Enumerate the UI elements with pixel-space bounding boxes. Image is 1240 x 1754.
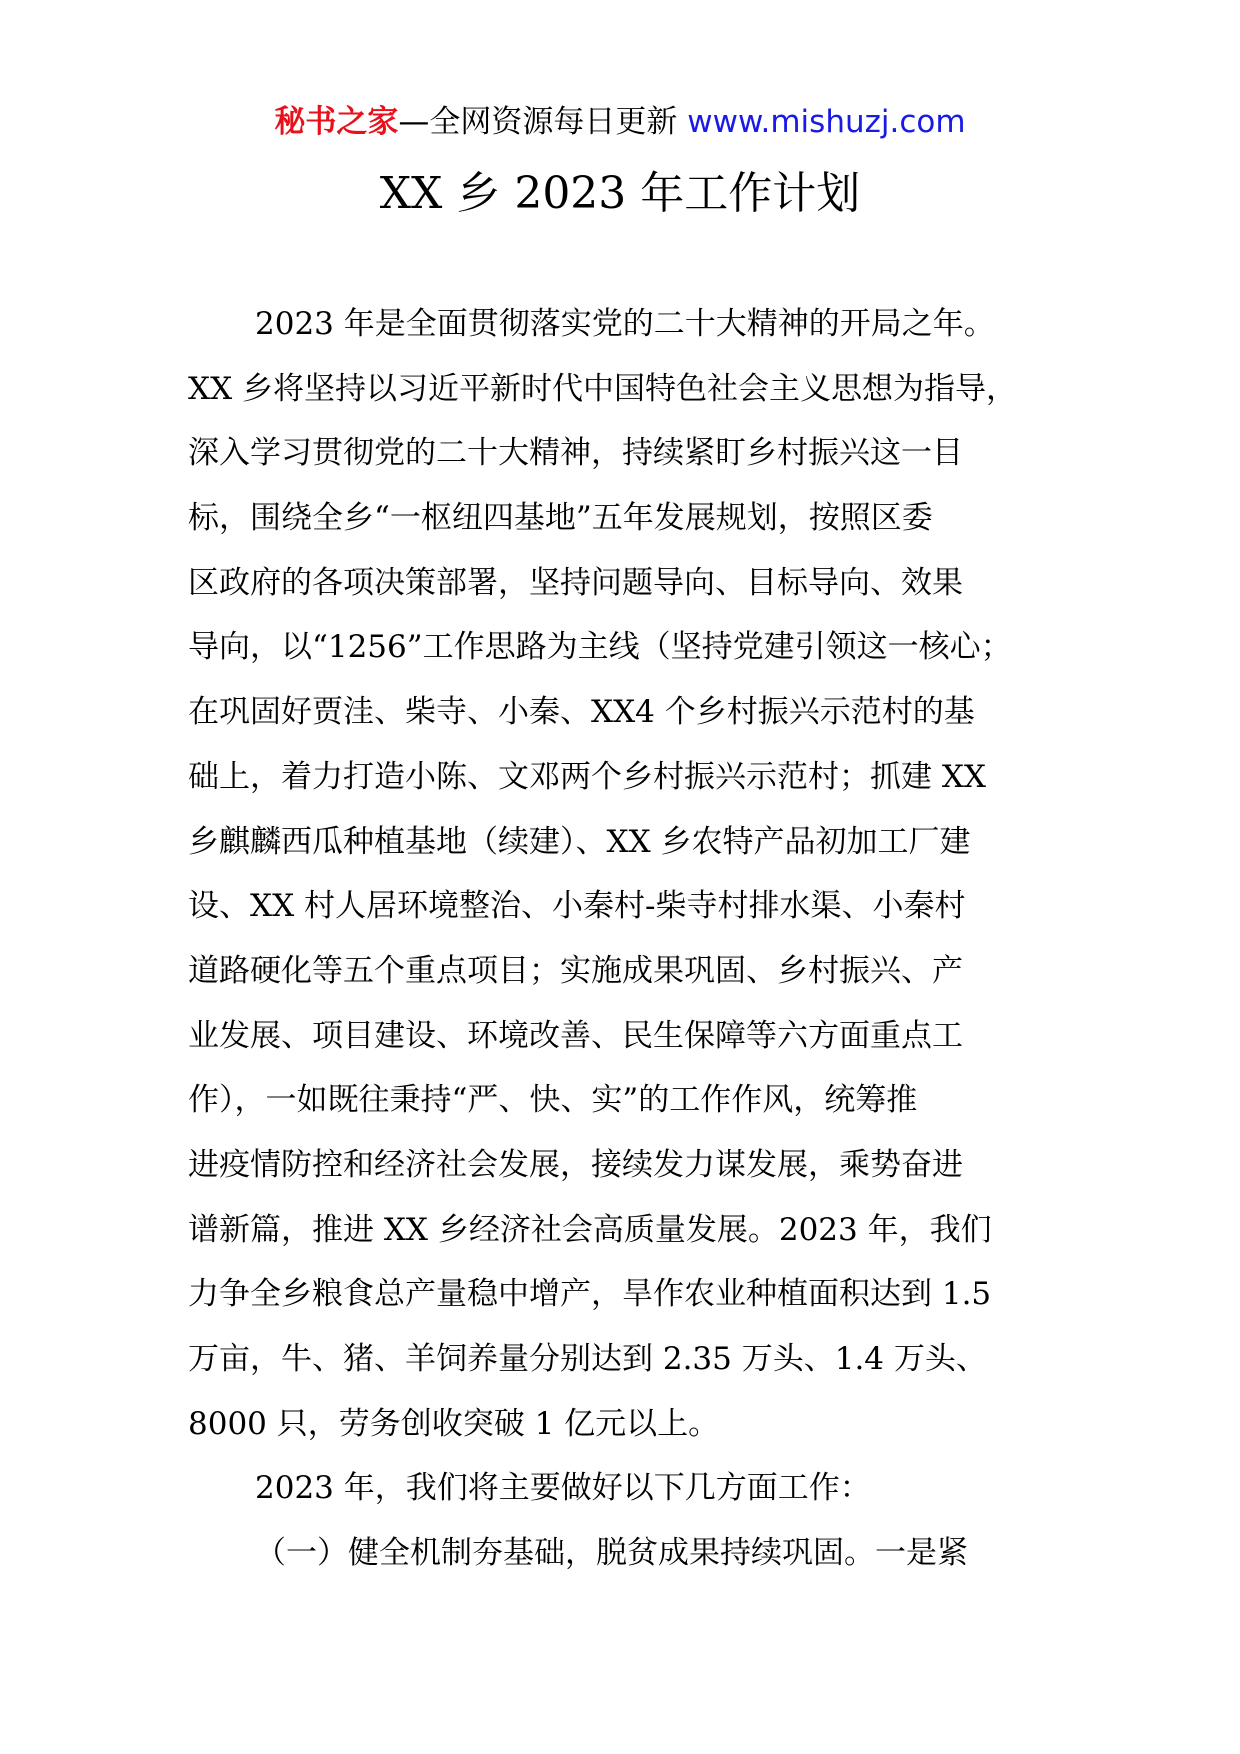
paragraph-line: 在巩固好贾洼、柴寺、小秦、XX4 个乡村振兴示范村的基 bbox=[188, 694, 975, 731]
paragraph-line: 2023 年，我们将主要做好以下几方面工作： bbox=[255, 1470, 871, 1507]
paragraph-line: XX 乡将坚持以习近平新时代中国特色社会主义思想为指导， bbox=[188, 370, 1017, 407]
site-tagline: —全网资源每日更新 bbox=[398, 104, 678, 140]
paragraph-line: 进疫情防控和经济社会发展，接续发力谋发展，乘势奋进 bbox=[188, 1146, 963, 1183]
site-url-link[interactable]: www.mishuzj.com bbox=[687, 104, 966, 140]
paragraph-line: 2023 年是全面贯彻落实党的二十大精神的开局之年。 bbox=[255, 306, 995, 342]
paragraph-line: 标，围绕全乡“一枢纽四基地”五年发展规划，按照区委 bbox=[188, 500, 933, 537]
paragraph-line: 万亩，牛、猪、羊饲养量分别达到 2.35 万头、1.4 万头、 bbox=[188, 1341, 987, 1377]
paragraph-line: 设、XX 村人居环境整治、小秦村-柴寺村排水渠、小秦村 bbox=[188, 888, 966, 925]
paragraph-line: 础上，着力打造小陈、文邓两个乡村振兴示范村；抓建 XX bbox=[188, 758, 986, 795]
paragraph-line: 乡麒麟西瓜种植基地（续建）、XX 乡农特产品初加工厂建 bbox=[188, 823, 971, 860]
document-body bbox=[188, 292, 1088, 1586]
paragraph-line: 区政府的各项决策部署，坚持问题导向、目标导向、效果 bbox=[188, 564, 963, 601]
paragraph-line: 谱新篇，推进 XX 乡经济社会高质量发展。2023 年，我们 bbox=[188, 1211, 992, 1248]
paragraph-line: 导向，以“1256”工作思路为主线（坚持党建引领这一核心； bbox=[188, 629, 1012, 666]
paragraph-line: 8000 只，劳务创收突破 1 亿元以上。 bbox=[188, 1405, 720, 1442]
paragraph-line: 作），一如既往秉持“严、快、实”的工作作风，统筹推 bbox=[188, 1082, 918, 1119]
paragraph-line: 力争全乡粮食总产量稳中增产，旱作农业种植面积达到 1.5 bbox=[188, 1276, 992, 1313]
site-header bbox=[0, 100, 1240, 144]
section-heading-line: （一）健全机制夯基础，脱贫成果持续巩固。一是紧 bbox=[255, 1535, 968, 1572]
paragraph-line: 道路硬化等五个重点项目；实施成果巩固、乡村振兴、产 bbox=[188, 952, 963, 989]
site-brand: 秘书之家 bbox=[274, 104, 399, 140]
paragraph-line: 深入学习贯彻党的二十大精神，持续紧盯乡村振兴这一目 bbox=[188, 435, 963, 472]
paragraph-line: 业发展、项目建设、环境改善、民生保障等六方面重点工 bbox=[188, 1017, 963, 1054]
document-title: XX 乡 2023 年工作计划 bbox=[379, 168, 861, 219]
